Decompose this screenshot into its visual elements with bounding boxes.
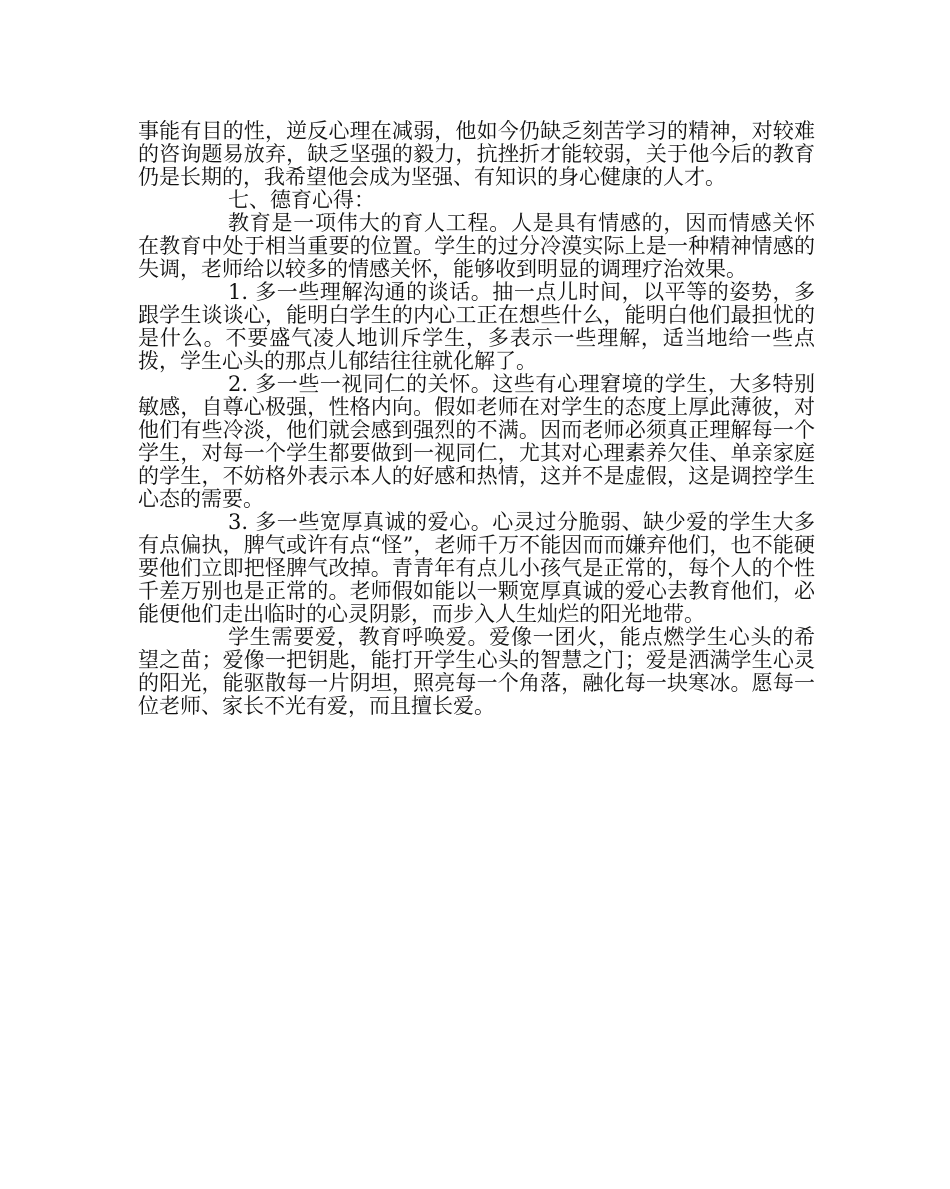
paragraph-intro: 教育是一项伟大的育人工程。人是具有情感的，因而情感关怀在教育中处于相当重要的位置。学生的过分冷漠实际上是一种精神情感的失调，老师给以较多的情感关怀，能够收到明显的调理疗治效果。 — [138, 211, 815, 281]
paragraph-point-2: 2. 多一些一视同仁的关怀。这些有心理窘境的学生，大多特别敏感，自尊心极强，性格内向。假如老师在对学生的态度上厚此薄彼，对他们有些冷淡，他们就会感到强烈的不满。因而老师必须真正理解每一个学生，对每一个学生都要做到一视同仁，尤其对心理素养欠佳、单亲家庭的学生，不妨格外表示本人的好感和热情，这并不是虚假，这是调控学生心态的需要。 — [138, 372, 815, 511]
document-page — [138, 120, 815, 718]
paragraph-point-3: 3. 多一些宽厚真诚的爱心。心灵过分脆弱、缺少爱的学生大多有点偏执，脾气或许有点“怪”，老师千万不能因而而嫌弃他们，也不能硬要他们立即把怪脾气改掉。青青年有点儿小孩气是正常的，每个人的个性千差万别也是正常的。老师假如能以一颗宽厚真诚的爱心去教育他们，必能便他们走出临时的心灵阴影，而步入人生灿烂的阳光地带。 — [138, 510, 815, 626]
paragraph-point-1: 1. 多一些理解沟通的谈话。抽一点儿时间，以平等的姿势，多跟学生谈谈心，能明白学生的内心工正在想些什么，能明白他们最担忧的是什么。不要盛气凌人地训斥学生，多表示一些理解，适当地给一些点拨，学生心头的那点儿郁结往往就化解了。 — [138, 280, 815, 373]
section-heading: 七、德育心得： — [228, 188, 375, 212]
paragraph-continuation: 事能有目的性，逆反心理在减弱，他如今仍缺乏刻苦学习的精神，对较难的咨询题易放弃，缺乏坚强的毅力，抗挫折才能较弱，关于他今后的教育仍是长期的，我希望他会成为坚强、有知识的身心健康的人才。 — [138, 119, 815, 189]
paragraph-conclusion: 学生需要爱，教育呼唤爱。爱像一团火，能点燃学生心头的希望之苗；爱像一把钥匙，能打开学生心头的智慧之门；爱是洒满学生心灵的阳光，能驱散每一片阴坦，照亮每一个角落，融化每一块寒冰。愿每一位老师、家长不光有爱，而且擅长爱。 — [138, 625, 815, 718]
